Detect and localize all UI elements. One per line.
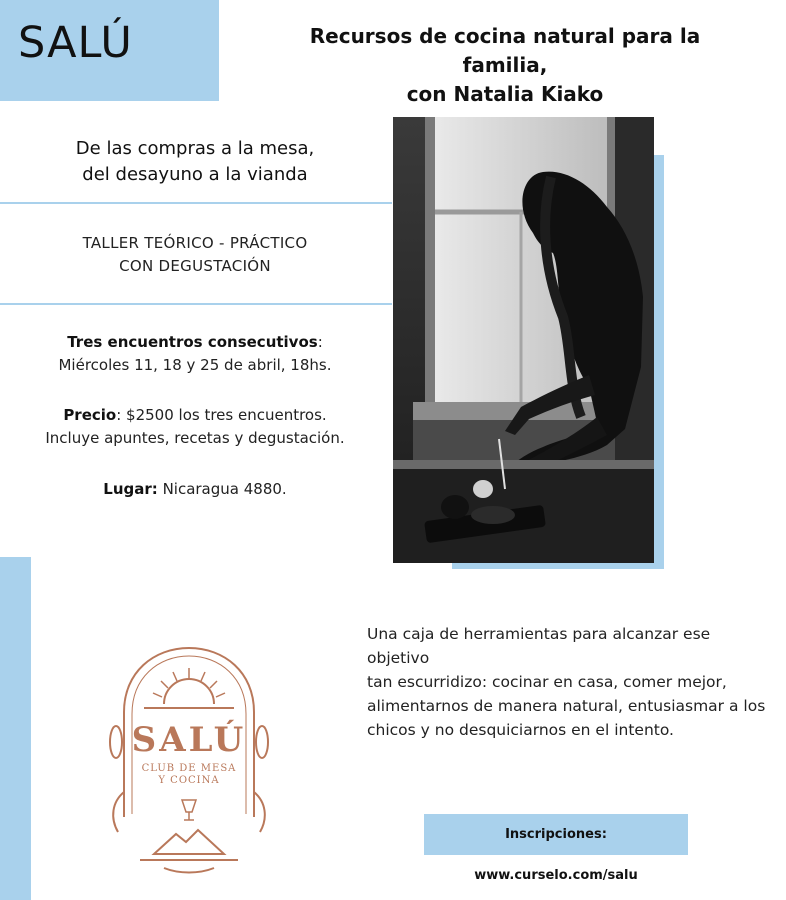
subtitle-line2: del desayuno a la vianda <box>82 164 308 185</box>
side-accent-bar <box>0 557 31 900</box>
place-block <box>20 478 370 501</box>
workshop-type <box>30 232 360 278</box>
headline-line1: Recursos de cocina natural para la familia, <box>309 24 701 77</box>
logo-tagline-line2: Y COCINA <box>158 775 220 786</box>
cooking-photo-illustration <box>393 117 654 563</box>
description-line2: tan escurridizo: cocinar en casa, comer mejor, <box>367 673 727 691</box>
headline-line2: con Natalia Kiako <box>406 82 604 106</box>
divider-bottom <box>0 303 392 305</box>
workshop-line1: TALLER TEÓRICO - PRÁCTICO <box>82 234 308 252</box>
logo-tagline <box>104 763 274 787</box>
schedule-block <box>20 331 370 377</box>
description-line3: alimentarnos de manera natural, entusiasmar a los <box>367 697 766 715</box>
salu-logo <box>104 642 274 892</box>
price-value: : $2500 los tres encuentros. <box>116 406 327 424</box>
logo-tagline-line1: CLUB DE MESA <box>141 763 237 774</box>
description <box>367 622 777 742</box>
description-line1: Una caja de herramientas para alcanzar ese objetivo <box>367 625 711 667</box>
place-label: Lugar: <box>103 480 158 498</box>
price-includes: Incluye apuntes, recetas y degustación. <box>45 429 345 447</box>
workshop-line2: CON DEGUSTACIÓN <box>119 257 271 275</box>
schedule-suffix: : <box>317 333 323 351</box>
logo-wordmark: SALÚ <box>131 720 247 760</box>
place-value: Nicaragua 4880. <box>157 480 287 498</box>
schedule-heading <box>20 331 370 354</box>
schedule-dates: Miércoles 11, 18 y 25 de abril, 18hs. <box>58 356 332 374</box>
schedule-label: Tres encuentros consecutivos <box>67 333 318 351</box>
price-heading <box>20 404 370 427</box>
subtitle <box>30 136 360 188</box>
cooking-photo <box>393 117 654 563</box>
signup-link[interactable]: Inscripciones: www.curselo.com/salu <box>474 827 638 883</box>
description-line4: chicos y no desquiciarnos en el intento. <box>367 721 674 739</box>
price-block <box>20 404 370 450</box>
subtitle-line1: De las compras a la mesa, <box>75 138 315 159</box>
headline <box>270 22 740 109</box>
divider-top <box>0 202 392 204</box>
brand-title: SALÚ <box>18 18 133 68</box>
price-label: Precio <box>63 406 117 424</box>
